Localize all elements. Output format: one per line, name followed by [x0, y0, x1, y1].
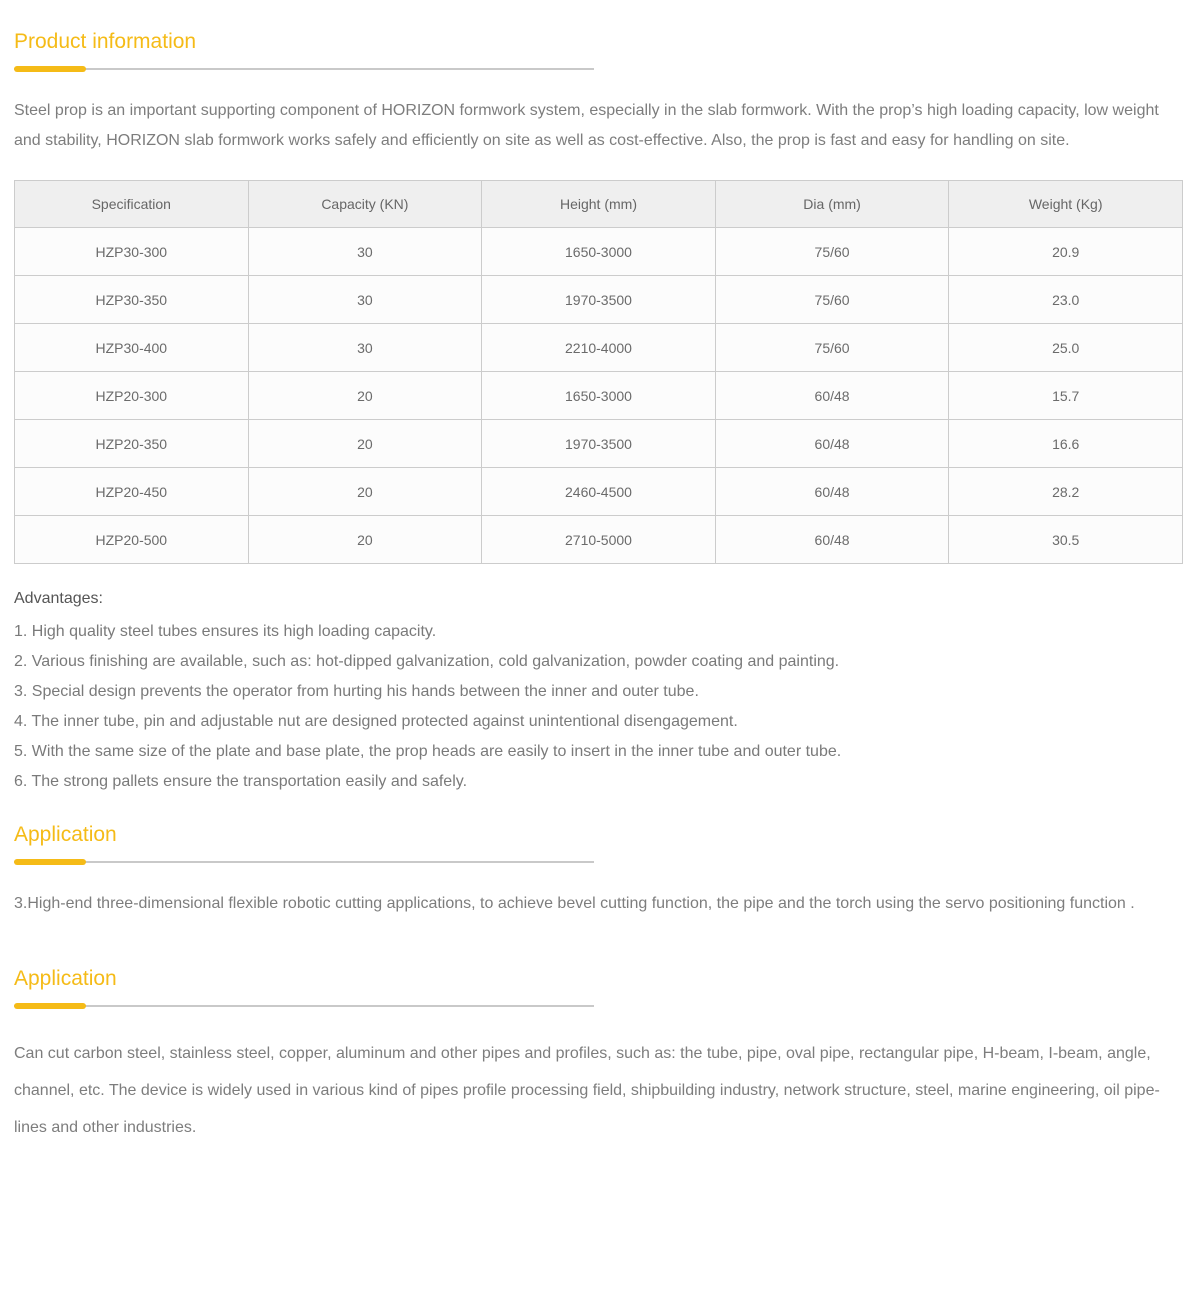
- header-row: [15, 181, 1183, 228]
- table-cell: 20.9: [949, 228, 1183, 276]
- table-cell: 15.7: [949, 372, 1183, 420]
- table-cell: 60/48: [715, 372, 949, 420]
- table-cell: HZP20-500: [15, 516, 249, 564]
- specification-table: [14, 180, 1183, 564]
- advantage-item: 2. Various finishing are available, such as: hot-dipped galvanization, cold galvanization, powder coating and painting.: [14, 653, 840, 670]
- divider-rail: [14, 68, 594, 70]
- column-header: Height (mm): [482, 181, 716, 228]
- table-cell: HZP20-300: [15, 372, 249, 420]
- table-cell: 1650-3000: [482, 228, 716, 276]
- section-divider: [14, 66, 594, 72]
- advantage-item: 5. With the same size of the plate and base plate, the prop heads are easily to insert in the inner tube and outer tube.: [14, 743, 842, 760]
- divider-accent-bar: [14, 66, 86, 72]
- table-cell: 16.6: [949, 420, 1183, 468]
- column-header: Specification: [15, 181, 249, 228]
- table-row: [15, 468, 1183, 516]
- table-row: [15, 372, 1183, 420]
- table-cell: HZP30-400: [15, 324, 249, 372]
- table-cell: 1970-3500: [482, 276, 716, 324]
- table-row: [15, 228, 1183, 276]
- table-cell: 2710-5000: [482, 516, 716, 564]
- advantage-item: 1. High quality steel tubes ensures its high loading capacity.: [14, 623, 437, 640]
- divider-rail: [14, 861, 594, 863]
- table-cell: 1650-3000: [482, 372, 716, 420]
- table-row: [15, 420, 1183, 468]
- advantage-item: 6. The strong pallets ensure the transportation easily and safely.: [14, 773, 468, 790]
- advantage-item: 4. The inner tube, pin and adjustable nut are designed protected against unintentional disengagement.: [14, 713, 738, 730]
- section-divider: [14, 859, 594, 865]
- section-divider: [14, 1003, 594, 1009]
- table-row: [15, 276, 1183, 324]
- advantages-title: Advantages:: [14, 590, 103, 607]
- column-header: Dia (mm): [715, 181, 949, 228]
- product-information-title: Product information: [14, 30, 197, 53]
- table-cell: 23.0: [949, 276, 1183, 324]
- application-text-1: 3.High-end three-dimensional flexible robotic cutting applications, to achieve bevel cutting function, the pipe and the torch using the servo positioning function .: [14, 895, 1135, 912]
- product-description: Steel prop is an important supporting component of HORIZON formwork system, especially in the slab formwork. With the prop’s high loading capacity, low weight and stability, HORIZON slab formwork works safely and efficiently on site as well as cost-effective. Also, the prop is fast and easy for handling on site.: [14, 102, 1159, 149]
- table-cell: HZP20-350: [15, 420, 249, 468]
- table-cell: 60/48: [715, 516, 949, 564]
- table-cell: HZP20-450: [15, 468, 249, 516]
- specification-table-head: [15, 181, 1183, 228]
- divider-accent-bar: [14, 859, 86, 865]
- table-cell: 20: [248, 516, 482, 564]
- specification-table-body: [15, 228, 1183, 564]
- application-title-1: Application: [14, 823, 117, 846]
- table-cell: 25.0: [949, 324, 1183, 372]
- table-cell: 28.2: [949, 468, 1183, 516]
- advantages-list: [14, 617, 1183, 797]
- table-cell: 2210-4000: [482, 324, 716, 372]
- application-section-2: [14, 967, 1183, 1146]
- table-cell: 30: [248, 276, 482, 324]
- table-cell: 75/60: [715, 324, 949, 372]
- divider-accent-bar: [14, 1003, 86, 1009]
- table-cell: 2460-4500: [482, 468, 716, 516]
- table-cell: 20: [248, 372, 482, 420]
- table-row: [15, 516, 1183, 564]
- table-cell: 1970-3500: [482, 420, 716, 468]
- table-cell: HZP30-300: [15, 228, 249, 276]
- divider-rail: [14, 1005, 594, 1007]
- table-cell: HZP30-350: [15, 276, 249, 324]
- table-cell: 75/60: [715, 276, 949, 324]
- table-cell: 60/48: [715, 420, 949, 468]
- column-header: Capacity (KN): [248, 181, 482, 228]
- table-cell: 30: [248, 324, 482, 372]
- table-cell: 20: [248, 420, 482, 468]
- application-text-2: Can cut carbon steel, stainless steel, copper, aluminum and other pipes and profiles, such as: the tube, pipe, oval pipe, rectangular pipe, H-beam, I-beam, angle, channel, etc. The device is widely used in various kind of pipes profile processing field, shipbuilding industry, network structure, steel, marine engineering, oil pipe-lines and other industries.: [14, 1045, 1160, 1136]
- table-cell: 20: [248, 468, 482, 516]
- table-cell: 75/60: [715, 228, 949, 276]
- table-cell: 30: [248, 228, 482, 276]
- column-header: Weight (Kg): [949, 181, 1183, 228]
- application-title-2: Application: [14, 967, 117, 990]
- table-row: [15, 324, 1183, 372]
- application-section-1: [14, 823, 1183, 919]
- table-cell: 60/48: [715, 468, 949, 516]
- table-cell: 30.5: [949, 516, 1183, 564]
- advantage-item: 3. Special design prevents the operator from hurting his hands between the inner and outer tube.: [14, 683, 699, 700]
